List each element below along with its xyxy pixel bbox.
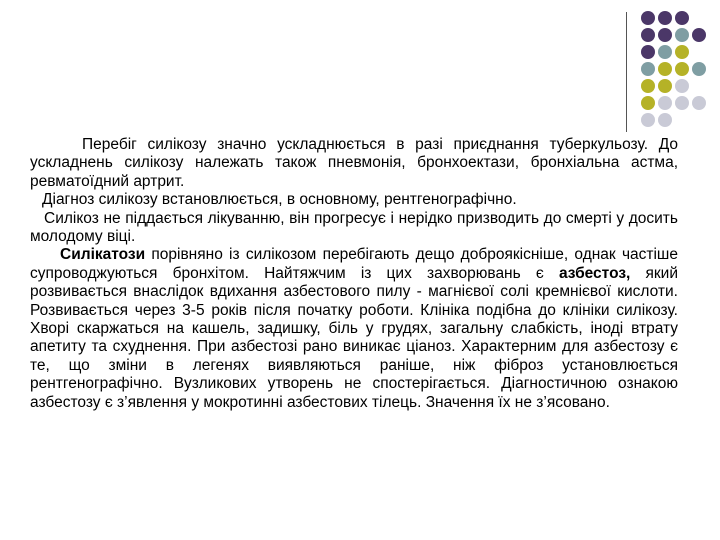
decorative-dot <box>675 45 689 59</box>
decorative-dot <box>675 28 689 42</box>
paragraph-treatment: Силікоз не піддається лікуванню, він прогресує і нерідко призводить до смерті у досить молодому віці. <box>30 209 678 246</box>
decorative-dot <box>675 11 689 25</box>
decorative-dot <box>692 96 706 110</box>
decorative-dot <box>641 113 655 127</box>
decorative-dot <box>641 79 655 93</box>
decorative-dot <box>658 45 672 59</box>
decorative-dot <box>641 62 655 76</box>
decorative-dot <box>658 96 672 110</box>
silicatoses-text-part1: порівняно із силікозом перебігають дещо доброякісніше, однак частіше супроводжуються бронхітом. Найтяжчим із цих захворювань є <box>30 246 678 282</box>
decorative-dot <box>658 113 672 127</box>
paragraph-diagnosis: Діагноз силікозу встановлюється, в основному, рентгенографічно. <box>42 191 517 209</box>
decorative-dot <box>658 28 672 42</box>
decorative-dot <box>641 45 655 59</box>
decorative-vertical-line <box>626 12 627 132</box>
decorative-dot <box>641 28 655 42</box>
decorative-dot <box>692 28 706 42</box>
decorative-dot <box>675 62 689 76</box>
decorative-dot <box>675 96 689 110</box>
decorative-dot <box>692 62 706 76</box>
silicatoses-text-part2: який розвивається внаслідок вдихання азбестового пилу - магнієвої солі кремнієвої кислоти. Розвивається через 3-5 років після початку роботи. Клініка подібна до клініки силікозу. Хворі скаржаться на кашель, задишку, біль у грудях, загальну слабкість, іноді втрату апетиту та схуднення. При азбестозі рано виникає ціаноз. Характерним для азбестозу є те, що зміни в легенях виявляються раніше, ніж фіброз установлюється рентгенографічно. Вузликових утворень не спостерігається. Діагностичною ознакою азбестозу є з’явлення у мокротинні азбестових тілець. Значення їх не з’ясовано. <box>30 264 678 411</box>
decorative-dot <box>658 62 672 76</box>
slide-body-text <box>30 136 678 412</box>
term-asbestosis: азбестоз, <box>558 264 631 282</box>
decorative-dot <box>641 11 655 25</box>
paragraph-silicatoses <box>30 246 678 412</box>
term-silicatoses: Силікатози <box>60 246 146 264</box>
paragraph-complications: Перебіг силікозу значно ускладнюється в разі приєднання туберкульозу. До ускладнень силікозу належать також пневмонія, бронхоектази, бронхіальна астма, ревматоїдний артрит. <box>30 136 678 190</box>
decorative-dot <box>658 79 672 93</box>
decorative-dot <box>658 11 672 25</box>
decorative-dot <box>641 96 655 110</box>
decorative-dot-grid <box>0 0 720 140</box>
decorative-dot <box>675 79 689 93</box>
